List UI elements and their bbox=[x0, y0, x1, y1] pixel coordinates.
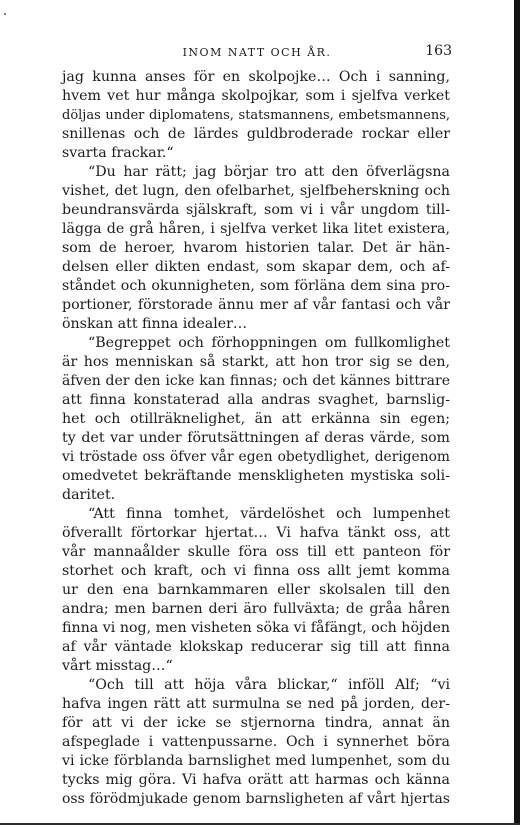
body-text bbox=[62, 68, 450, 809]
text-line: afspeglade i vattenpussarne. Och i synnerhet böra bbox=[62, 734, 450, 750]
print-speck bbox=[4, 13, 6, 15]
text-line: vår mannaålder skulle föra oss till ett panteon för bbox=[62, 544, 450, 560]
text-line: äfven der den icke kan finnas; och det kännes bittrare bbox=[62, 373, 450, 389]
text-line: vishet, det lugn, den ofelbarhet, sjelfbeherskning och bbox=[62, 183, 450, 199]
text-line: att finna konstaterad alla andras svaghet, barnslig- bbox=[62, 392, 450, 408]
text-line: hafva ingen rätt att surmulna se ned på jorden, der- bbox=[62, 696, 450, 712]
text-line: “Du har rätt; jag börjar tro att den öfverlägsna bbox=[88, 164, 450, 180]
text-line: är hos menniskan så starkt, att hon tror sig se den, bbox=[62, 354, 450, 370]
text-line: “Att finna tomhet, värdelöshet och lumpenhet bbox=[88, 506, 450, 522]
text-line: vi tröstade oss öfver vår egen obetydlighet, derigenom bbox=[62, 449, 450, 465]
text-line: tycks mig göra. Vi hafva orätt att harmas och känna bbox=[62, 772, 450, 788]
text-line: storhet och kraft, och vi finna oss allt jemt komma bbox=[62, 563, 450, 579]
text-line: “Begreppet och förhoppningen om fullkomlighet bbox=[88, 335, 450, 351]
text-line: svarta frackar.“ bbox=[62, 145, 174, 161]
text-line: snillenas och de lärdes guldbroderade rockar eller bbox=[62, 126, 450, 142]
text-line: portioner, förstorade ännu mer af vår fantasi och vår bbox=[62, 297, 450, 313]
text-line: öfverallt förtorkar hjertat… Vi hafva tänkt oss, att bbox=[62, 525, 450, 541]
text-line: daritet. bbox=[62, 487, 116, 503]
text-line: vi icke förblanda barnslighet med lumpenhet, som du bbox=[62, 753, 450, 769]
text-line: som de heroer, hvarom historien talar. Det är hän- bbox=[62, 240, 450, 256]
text-line: andra; men barnen deri äro fullväxta; de gråa håren bbox=[62, 601, 450, 617]
text-line: ty det var under förutsättningen af deras värde, som bbox=[62, 430, 450, 446]
text-line: för att vi der icke se stjernorna tindra, annat än bbox=[62, 715, 450, 731]
text-line: finna vi nog, men visheten söka vi fåfängt, och höjden bbox=[62, 620, 450, 636]
text-line: ståndet och okunnigheten, som förläna dem sina pro- bbox=[62, 278, 450, 294]
text-line: hvem vet hur många skolpojkar, som i sjelfva verket bbox=[62, 88, 450, 104]
running-head: INOM NATT OCH ÅR. bbox=[182, 46, 332, 59]
text-line: ur den ena barnkammaren eller skolsalen till den bbox=[62, 582, 450, 598]
text-line: lägga de grå håren, i sjelfva verket lika litet existera, bbox=[62, 221, 450, 237]
text-line: delsen eller dikten endast, som skapar dem, och af- bbox=[62, 259, 450, 275]
text-line: “Och till att höja våra blickar,“ inföll Alf; “vi bbox=[88, 677, 450, 693]
text-line: vårt misstag…“ bbox=[62, 658, 173, 674]
text-line: önskan att finna idealer… bbox=[62, 316, 248, 332]
page-header bbox=[62, 40, 452, 60]
text-line: beundransvärda själskraft, som vi i vår ungdom till- bbox=[62, 202, 450, 218]
text-line: oss förödmjukade genom barnsligheten af vårt hjertas bbox=[62, 791, 450, 807]
text-line: af vår väntade klokskap reducerar sig till att finna bbox=[62, 639, 450, 655]
text-line: jag kunna anses för en skolpojke… Och i sanning, bbox=[62, 69, 450, 85]
scan-edge-right bbox=[514, 0, 520, 825]
page-number: 163 bbox=[425, 43, 452, 59]
text-line: het och otillräknelighet, än att erkänna sin egen; bbox=[62, 411, 450, 427]
text-line: döljas under diplomatens, statsmannens, embetsmannens, bbox=[62, 108, 450, 123]
text-line: omedvetet bekräftande menskligheten mystiska soli- bbox=[62, 468, 450, 484]
